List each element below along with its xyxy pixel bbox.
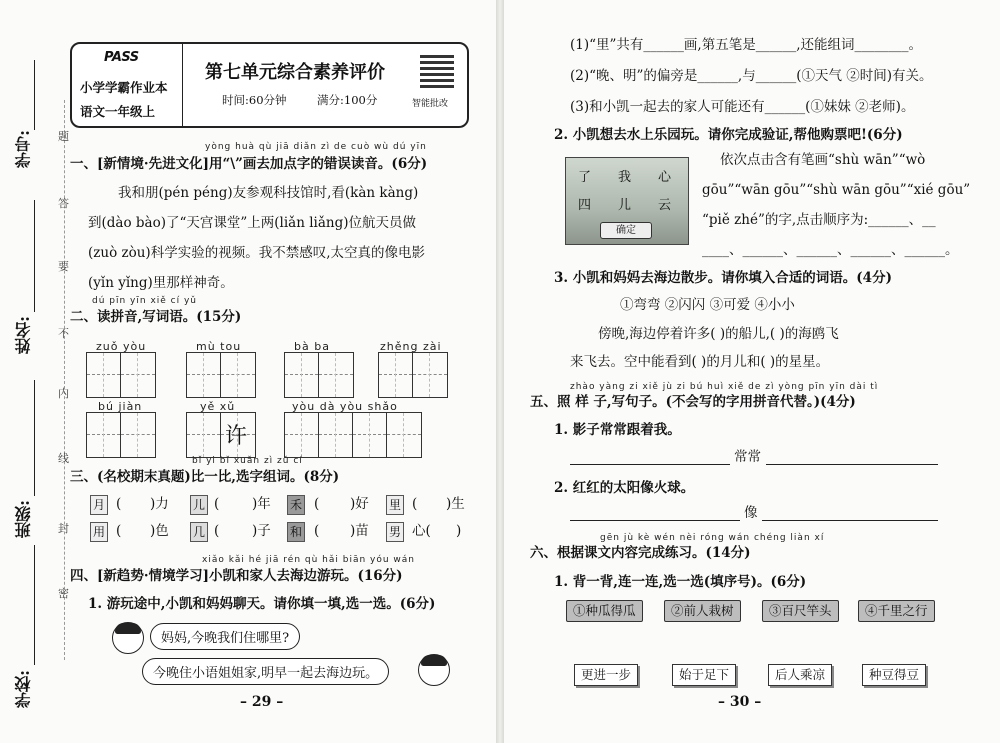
- answer-line[interactable]: [570, 464, 730, 465]
- q1-3: (3)和小凯一起去的家人可能还有______(①妹妹 ②老师)。: [570, 99, 915, 115]
- q3-line: 傍晚,海边停着许多( )的船儿,( )的海鸥飞: [598, 326, 839, 342]
- idiom-option[interactable]: ④千里之行: [858, 600, 935, 622]
- seal-char: 题: [58, 130, 69, 143]
- boy-avatar: [112, 622, 144, 654]
- s5-title: 五、照 样 子,写句子。(不会写的字用拼音代替。)(4分): [530, 394, 856, 410]
- class-line: [34, 380, 35, 496]
- s4-title: 四、[新趋势·情境学习]小凯和家人去海边游玩。(16分): [70, 568, 403, 584]
- captcha-char[interactable]: 儿: [618, 198, 632, 213]
- qr-code-icon[interactable]: [420, 54, 454, 88]
- q2-text: 依次点击含有笔画“shù wān”“wò: [720, 152, 926, 168]
- idiom-ending[interactable]: 始于足下: [672, 664, 736, 686]
- char-box: 月: [90, 495, 108, 515]
- captcha-char[interactable]: 四: [578, 198, 592, 213]
- idiom-option[interactable]: ①种瓜得瓜: [566, 600, 643, 622]
- char-box: 用: [90, 522, 108, 542]
- char-box: 里: [386, 495, 404, 515]
- s5-q2-word: 像: [744, 505, 758, 521]
- char-box: 禾: [287, 495, 305, 515]
- idiom-ending[interactable]: 更进一步: [574, 664, 638, 686]
- s1-line: (yǐn yǐng)里那样神奇。: [88, 275, 234, 291]
- s3-title: 三、(名校期末真题)比一比,选字组词。(8分): [70, 469, 340, 485]
- mom-avatar: [418, 654, 450, 686]
- s6-pinyin: gēn jù kè wén nèi róng wán chéng liàn xí: [600, 533, 825, 543]
- blank-word[interactable]: )子: [252, 523, 271, 539]
- seal-char: 答: [58, 197, 69, 210]
- student-id-line: [34, 60, 35, 130]
- blank-word[interactable]: )色: [150, 523, 169, 539]
- char-box: 儿: [190, 495, 208, 515]
- s1-title: 一、[新情境·先进文化]用“\”画去加点字的错误读音。(6分): [70, 156, 428, 172]
- captcha-char[interactable]: 云: [658, 198, 672, 213]
- paren: (: [116, 496, 122, 512]
- seal-char: 要: [58, 260, 69, 273]
- full-score: 满分:100分: [317, 93, 378, 107]
- seal-char: 线: [58, 452, 69, 465]
- seal-char: 封: [58, 522, 69, 535]
- student-id-label: 学号:: [14, 130, 33, 168]
- blank-word[interactable]: )苗: [350, 523, 369, 539]
- book-spine: [496, 0, 504, 743]
- answer-line[interactable]: [766, 464, 938, 465]
- s6-q1: 1. 背一背,连一连,选一选(填序号)。(6分): [554, 574, 807, 590]
- answer-line[interactable]: [762, 520, 938, 521]
- q1-1: (1)“里”共有______画,第五笔是______,还能组词________。: [570, 37, 923, 53]
- s1-line: 我和朋(pén péng)友参观科技馆时,看(kàn kàng): [118, 185, 419, 201]
- book-grade: 语文一年级上: [80, 104, 156, 119]
- idiom-option[interactable]: ②前人栽树: [664, 600, 741, 622]
- captcha-char[interactable]: 心: [658, 170, 672, 185]
- prefilled-char: 许: [225, 424, 248, 449]
- blank-word[interactable]: 心(: [412, 523, 431, 539]
- q2-text: ____、______、______、______、______。: [702, 242, 959, 258]
- writing-grid[interactable]: [284, 412, 422, 458]
- paren: (: [214, 523, 220, 539]
- pinyin-label: zuǒ yòu: [96, 340, 147, 353]
- header-box: [70, 42, 469, 128]
- school-line: [34, 545, 35, 665]
- blank-word[interactable]: )年: [252, 496, 271, 512]
- s4-pinyin: xiǎo kǎi hé jiā rén qù hǎi biān yóu wán: [202, 555, 416, 565]
- s1-line: (zuò zòu)科学实验的视频。我不禁感叹,太空真的像电影: [88, 245, 425, 261]
- writing-grid[interactable]: [186, 352, 256, 398]
- student-name-line: [34, 200, 35, 312]
- s5-q2: 2. 红红的太阳像火球。: [554, 480, 695, 496]
- q3-options: ①弯弯 ②闪闪 ③可爱 ④小小: [620, 297, 795, 313]
- seal-dashed-line: [64, 100, 65, 660]
- q3-line: 来飞去。空中能看到( )的月儿和( )的星星。: [570, 354, 830, 370]
- s1-pinyin: yòng huà qù jiā diǎn zì de cuò wù dú yīn: [205, 142, 427, 152]
- captcha-char[interactable]: 我: [618, 170, 632, 185]
- pinyin-label: bú jiàn: [98, 400, 143, 413]
- seal-char: 不: [58, 327, 69, 340]
- pinyin-label: yòu dà yòu shǎo: [292, 400, 398, 413]
- blank-word[interactable]: )好: [350, 496, 369, 512]
- seal-char: 密: [58, 587, 69, 600]
- paren: ): [456, 523, 462, 539]
- paren: (: [214, 496, 220, 512]
- answer-line[interactable]: [570, 520, 740, 521]
- s2-pinyin: dú pīn yīn xiě cí yǔ: [92, 296, 198, 306]
- page-title: 第七单元综合素养评价: [205, 62, 385, 83]
- idiom-ending[interactable]: 种豆得豆: [862, 664, 926, 686]
- student-name-label: 姓名:: [14, 316, 33, 354]
- paren: (: [116, 523, 122, 539]
- pass-logo: PASS: [104, 50, 139, 65]
- s4-q1: 1. 游玩途中,小凯和妈妈聊天。请你填一填,选一选。(6分): [88, 596, 436, 612]
- s2-title: 二、读拼音,写词语。(15分): [70, 309, 242, 325]
- char-box: 男: [386, 522, 404, 542]
- writing-grid[interactable]: [86, 352, 156, 398]
- seal-char: 内: [58, 387, 69, 400]
- writing-grid[interactable]: [86, 412, 156, 458]
- q2-text: gōu”“wān gōu”“shù wān gōu”“xié gōu”: [702, 182, 971, 198]
- speech-bubble-mom: 今晚住小语姐姐家,明早一起去海边玩。: [142, 658, 389, 685]
- char-box: 几: [190, 522, 208, 542]
- s1-line: 到(dào bào)了“天宫课堂”上两(liǎn liǎng)位航天员做: [88, 215, 416, 231]
- time-limit: 时间:60分钟: [222, 93, 287, 107]
- s5-q1-word: 常常: [734, 449, 761, 465]
- paren: (: [314, 496, 320, 512]
- s5-q1: 1. 影子常常跟着我。: [554, 422, 681, 438]
- s3-pinyin: bǐ yi bǐ xuǎn zì zǔ cí: [192, 456, 303, 466]
- school-label: 学校:: [14, 670, 33, 708]
- q3-title: 3. 小凯和妈妈去海边散步。请你填入合适的词语。(4分): [554, 270, 892, 286]
- q2-text: “piě zhé”的字,点击顺序为:______、__: [702, 212, 936, 228]
- page-number-left: – 29 –: [240, 694, 284, 710]
- book-series: 小学学霸作业本: [80, 80, 168, 95]
- captcha-char[interactable]: 了: [578, 170, 592, 185]
- captcha-panel: [565, 157, 689, 245]
- pinyin-label: mù tou: [196, 340, 242, 353]
- confirm-button[interactable]: 确定: [600, 222, 652, 239]
- pinyin-label: bà ba: [294, 340, 330, 353]
- paren: (: [412, 496, 418, 512]
- pinyin-label: zhěng zài: [380, 340, 442, 353]
- writing-grid[interactable]: [378, 352, 448, 398]
- page-number-right: – 30 –: [718, 694, 762, 710]
- s6-title: 六、根据课文内容完成练习。(14分): [530, 545, 751, 561]
- idiom-ending[interactable]: 后人乘凉: [768, 664, 832, 686]
- idiom-option[interactable]: ③百尺竿头: [762, 600, 839, 622]
- writing-grid[interactable]: [186, 412, 256, 458]
- q1-2: (2)“晚、明”的偏旁是______,与______(①天气 ②时间)有关。: [570, 68, 933, 84]
- qr-caption: 智能批改: [412, 99, 449, 109]
- writing-grid[interactable]: [284, 352, 354, 398]
- char-box: 和: [287, 522, 305, 542]
- blank-word[interactable]: )力: [150, 496, 169, 512]
- speech-bubble-boy: 妈妈,今晚我们住哪里?: [150, 623, 300, 650]
- pinyin-label: yě xǔ: [200, 400, 236, 413]
- book-info: [72, 44, 183, 126]
- blank-word[interactable]: )生: [446, 496, 465, 512]
- s5-pinyin: zhào yàng zi xiě jù zi bú huì xiě de zì yòng pīn yīn dài tì: [570, 382, 879, 392]
- paren: (: [314, 523, 320, 539]
- q2-title: 2. 小凯想去水上乐园玩。请你完成验证,帮他购票吧!(6分): [554, 127, 903, 143]
- class-label: 班级:: [14, 500, 33, 538]
